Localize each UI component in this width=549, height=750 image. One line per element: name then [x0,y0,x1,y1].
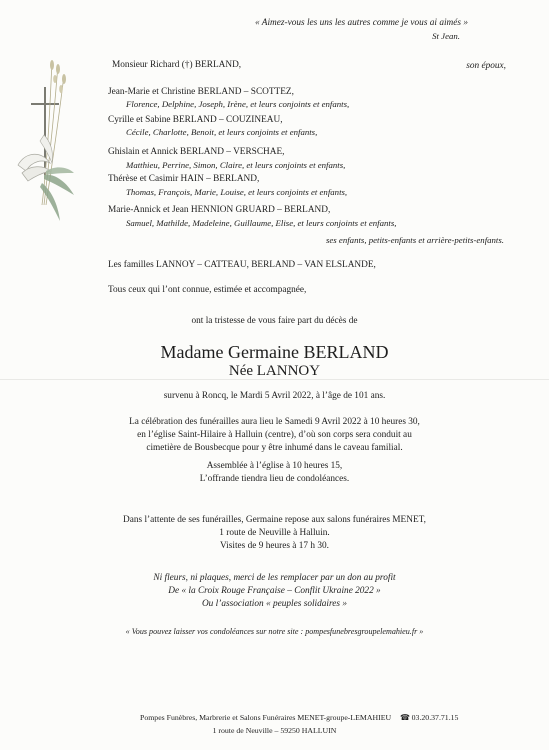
assembly-time: Assemblée à l’église à 10 heures 15, [206,461,343,471]
footer-address: 1 route de Neuville – 59250 HALLUIN [212,726,337,735]
condolences-note: « Vous pouvez laisser vos condoléances sur notre site : pompesfunebresgroupelemahieu.fr » [125,627,424,636]
grandchildren: Samuel, Mathilde, Madeleine, Guillaume, Elise, et leurs conjoints et enfants, [126,218,397,228]
husband-line: Monsieur Richard (†) BERLAND, [112,60,242,70]
maiden-name: Née LANNOY [228,363,321,379]
donation-line: De « la Croix Rouge Française – Conflit Ukraine 2022 » [168,586,381,596]
child-couple: Ghislain et Annick BERLAND – VERSCHAE, [108,147,285,157]
funeral-line: en l’église Saint-Hilaire à Halluin (centre), d’où son corps sera conduit au [137,430,412,440]
quote-source: St Jean. [432,31,460,41]
visitation-line: 1 route de Neuville à Halluin. [219,528,330,538]
scripture-quote: « Aimez-vous les uns les autres comme je vous ai aimés » [254,18,468,28]
child-couple: Thérèse et Casimir HAIN – BERLAND, [108,174,260,184]
fold-line [0,379,549,380]
children-role: ses enfants, petits-enfants et arrière-petits-enfants. [325,235,504,245]
child-couple: Marie-Annick et Jean HENNION GRUARD – BERLAND, [108,205,331,215]
child-couple: Cyrille et Sabine BERLAND – COUZINEAU, [108,115,283,125]
donation-line: Ou l’association « peuples solidaires » [201,599,348,609]
footer-company: Pompes Funèbres, Marbrerie et Salons Funéraires MENET-groupe-LEMAHIEU [140,713,392,722]
death-details: survenu à Roncq, le Mardi 5 Avril 2022, à l’âge de 101 ans. [163,391,386,401]
other-families: Les familles LANNOY – CATTEAU, BERLAND – VAN ELSLANDE, [108,260,376,270]
child-couple: Jean-Marie et Christine BERLAND – SCOTTEZ, [108,87,294,97]
footer-phone: ☎ 03.20.37.71.15 [400,713,459,722]
funeral-line: La célébration des funérailles aura lieu le Samedi 9 Avril 2022 à 10 heures 30, [129,417,420,427]
deceased-name: Madame Germaine BERLAND [160,342,389,362]
husband-role: son époux, [466,61,506,71]
grandchildren: Cécile, Charlotte, Benoit, et leurs conjoints et enfants, [126,127,318,137]
visitation-hours: Visites de 9 heures à 17 h 30. [220,541,329,551]
donation-line: Ni fleurs, ni plaques, merci de les remplacer par un don au profit [153,573,396,583]
visitation-line: Dans l’attente de ses funérailles, Germaine repose aux salons funéraires MENET, [123,515,426,525]
offering-note: L’offrande tiendra lieu de condoléances. [199,474,350,484]
lily-cross-illustration [14,55,76,225]
funeral-line: cimetière de Bousbecque pour y être inhumé dans le caveau familial. [146,443,403,453]
friends-line: Tous ceux qui l’ont connue, estimée et accompagnée, [108,285,307,295]
grandchildren: Florence, Delphine, Joseph, Irène, et leurs conjoints et enfants, [126,99,350,109]
grandchildren: Thomas, François, Marie, Louise, et leurs conjoints et enfants, [126,187,348,197]
announcement-intro: ont la tristesse de vous faire part du décès de [191,316,358,326]
grandchildren: Matthieu, Perrine, Simon, Claire, et leurs conjoints et enfants, [126,160,346,170]
